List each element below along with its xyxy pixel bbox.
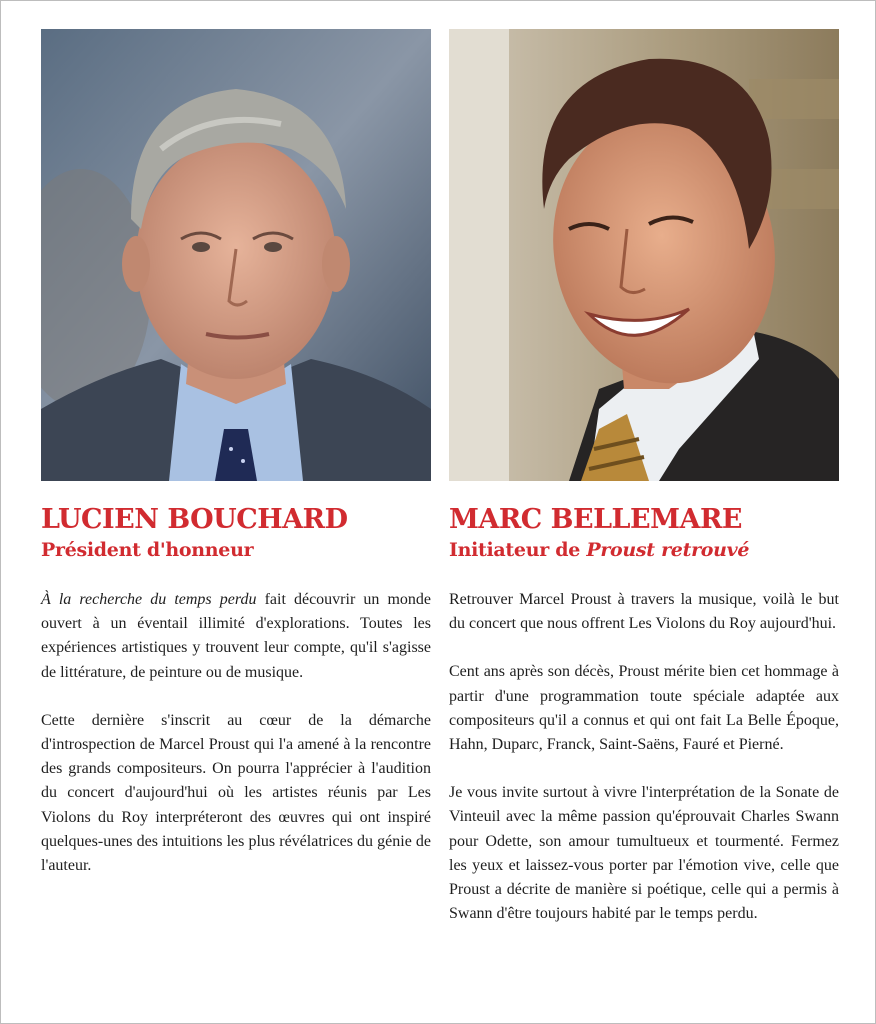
paragraph-2: Cette dernière s'inscrit au cœur de la démarche d'introspection de Marcel Proust qui l'a amené à la rencontre des grands compositeurs. On pourra l'apprécier à l'audition du concert d'aujourd'hui où les artistes réunis par Les Violons du Roy interpréteront des œuvres qui ont inspiré quelques-unes des intuitions les plus révélatrices du génie de l'auteur. (41, 711, 431, 875)
role-initiateur (449, 539, 749, 561)
book-title: À la recherche du temps perdu (41, 591, 257, 608)
paragraph-3: Je vous invite surtout à vivre l'interprétation de la Sonate de Vinteuil avec la même passion qu'éprouvait Charles Swann pour Odette, son amour tumultueux et tourmenté. Fermez les yeux et laissez-vous porter par l'émotion vive, celle que Proust a décrite de manière si poétique, celle qui a permis à Swann d'être toujours habité par le temps perdu. (449, 784, 839, 923)
role-prefix: Initiateur de (449, 539, 587, 561)
paragraph-1: Retrouver Marcel Proust à travers la musique, voilà le but du concert que nous offrent Les Violons du Roy aujourd'hui. (449, 591, 839, 633)
paragraph-1-text: fait découvrir un monde ouvert à un éventail illimité d'explorations. Toutes les expériences artistiques y trouvent leur compte, qu'il s'agisse de littérature, de peinture ou de musique. (41, 591, 431, 681)
role-title: Proust retrouvé (586, 539, 750, 561)
photo-marc-bellemare (449, 29, 839, 481)
role-president-honneur: Président d'honneur (41, 539, 254, 561)
name-marc-bellemare: MARC BELLEMARE (449, 504, 742, 535)
name-lucien-bouchard: LUCIEN BOUCHARD (41, 504, 348, 535)
paragraph-1 (41, 588, 431, 685)
text-lucien-bouchard (41, 588, 431, 902)
paragraph-2: Cent ans après son décès, Proust mérite bien cet hommage à partir d'une programmation toute spéciale adaptée aux compositeurs qu'il a connus et qui ont fait La Belle Époque, Hahn, Duparc, Franck, Saint-Saëns, Fauré et Pierné. (449, 663, 839, 754)
photo-lucien-bouchard (41, 29, 431, 481)
text-marc-bellemare (449, 588, 839, 950)
